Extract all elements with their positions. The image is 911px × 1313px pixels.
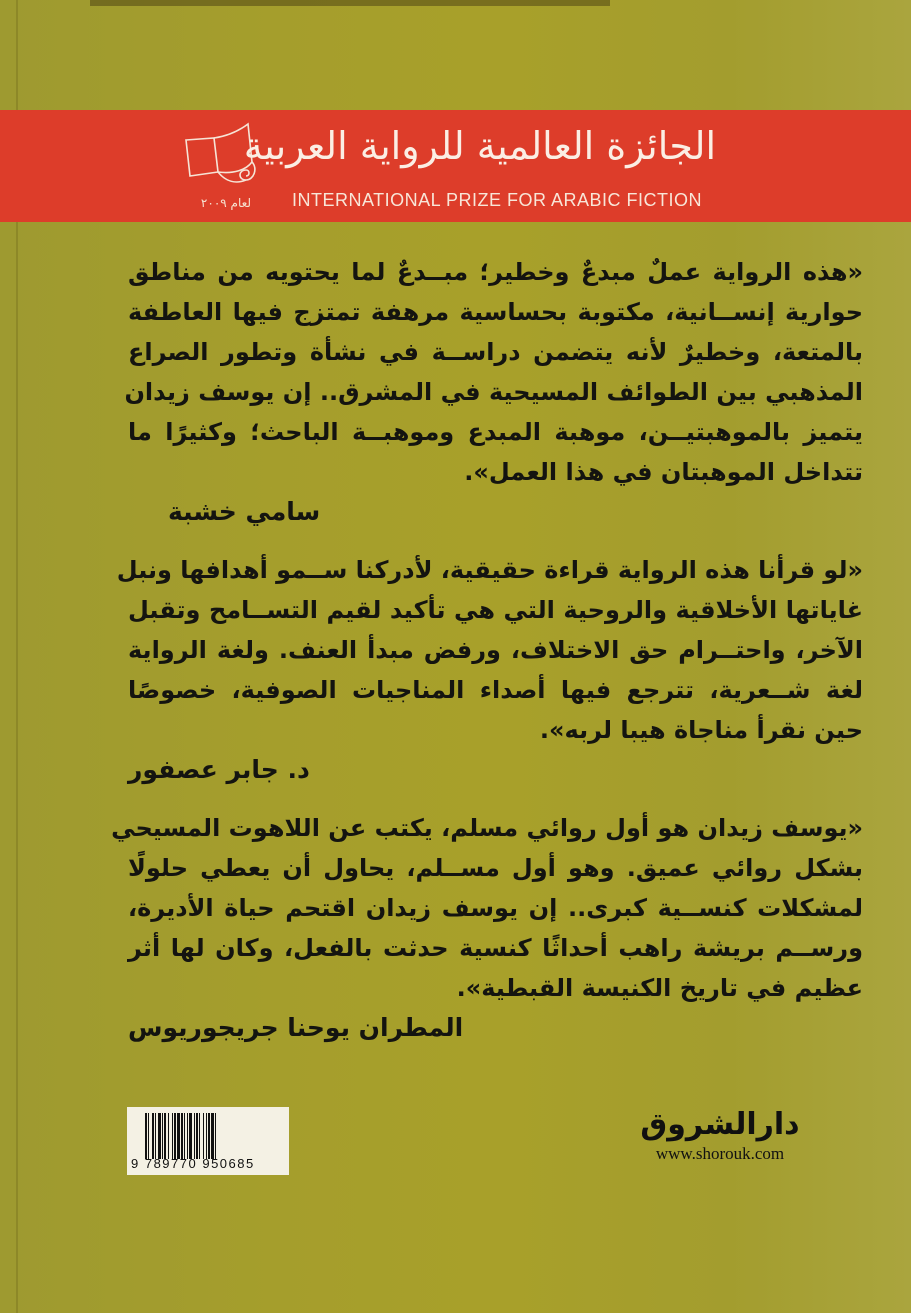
top-edge-shadow — [90, 0, 610, 6]
quote-line: عظيم في تاريخ الكنيسة القبطية». — [456, 974, 863, 1002]
endorsement-3 — [111, 808, 863, 1048]
author-name: سامي خشبة — [168, 497, 321, 526]
quote-line: بالمتعة، وخطيرٌ لأنه يتضمن دراســة في نشأة وتطور الصراع — [128, 338, 863, 366]
quote-line: «هذه الرواية عملٌ مبدعٌ وخطير؛ مبــدعٌ لما يحتويه من مناطق — [128, 258, 863, 286]
quote-line: «لو قرأنا هذه الرواية قراءة حقيقية، لأدركنا ســمو أهدافها ونبل — [116, 556, 863, 584]
isbn-number: 9 789770 950685 — [131, 1156, 255, 1171]
author-name: د. جابر عصفور — [128, 755, 310, 784]
prize-title-arabic: الجائزة العالمية للرواية العربية — [243, 124, 716, 168]
quote-line: بشكل روائي عميق. وهو أول مســلم، يحاول أن يعطي حلولًا — [128, 854, 863, 882]
quote-author — [128, 1008, 863, 1048]
quote-line: حوارية إنســانية، مكتوبة بحساسية مرهفة تمتزج فيها العاطفة — [128, 298, 863, 326]
author-name: المطران يوحنا جريجوريوس — [128, 1013, 464, 1042]
quote-line: لمشكلات كنســية كبرى.. إن يوسف زيدان اقتحم حياة الأديرة، — [128, 894, 863, 922]
prize-banner — [0, 110, 911, 222]
publisher-logo — [630, 1108, 810, 1164]
quote-author — [128, 492, 863, 532]
endorsement-2 — [116, 550, 863, 790]
quote-line: حين نقرأ مناجاة هيبا لربه». — [539, 716, 863, 744]
quote-line: يتميز بالموهبتيــن، موهبة المبدع وموهبــة الباحث؛ وكثيرًا ما — [128, 418, 863, 446]
barcode-bars — [145, 1113, 281, 1159]
prize-title-english: INTERNATIONAL PRIZE FOR ARABIC FICTION — [292, 190, 703, 210]
endorsements — [111, 252, 863, 1062]
quote-line: لغة شــعرية، تترجع فيها أصداء المناجيات الصوفية، خصوصًا — [128, 676, 863, 704]
quote-line: «يوسف زيدان هو أول روائي مسلم، يكتب عن اللاهوت المسيحي — [111, 814, 863, 842]
quote-line: ورســم بريشة راهب أحداثًا كنسية حدثت بالفعل، وكان لها أثر — [128, 934, 863, 962]
isbn-barcode — [127, 1107, 289, 1175]
quote-line: تتداخل الموهبتان في هذا العمل». — [464, 458, 863, 486]
quote-line: الآخر، واحتــرام حق الاختلاف، ورفض مبدأ العنف. ولغة الرواية — [128, 636, 863, 664]
publisher-url: www.shorouk.com — [655, 1144, 785, 1163]
quote-author — [128, 750, 863, 790]
endorsement-1 — [124, 252, 863, 532]
prize-year: لعام ٢٠٠٩ — [200, 196, 252, 210]
publisher-name: دارالشروق — [640, 1107, 800, 1142]
quote-line: غاياتها الأخلاقية والروحية التي هي تأكيد لقيم التســامح وتقبل — [128, 596, 863, 624]
quote-line: المذهبي بين الطوائف المسيحية في المشرق.. إن يوسف زيدان — [124, 378, 863, 406]
